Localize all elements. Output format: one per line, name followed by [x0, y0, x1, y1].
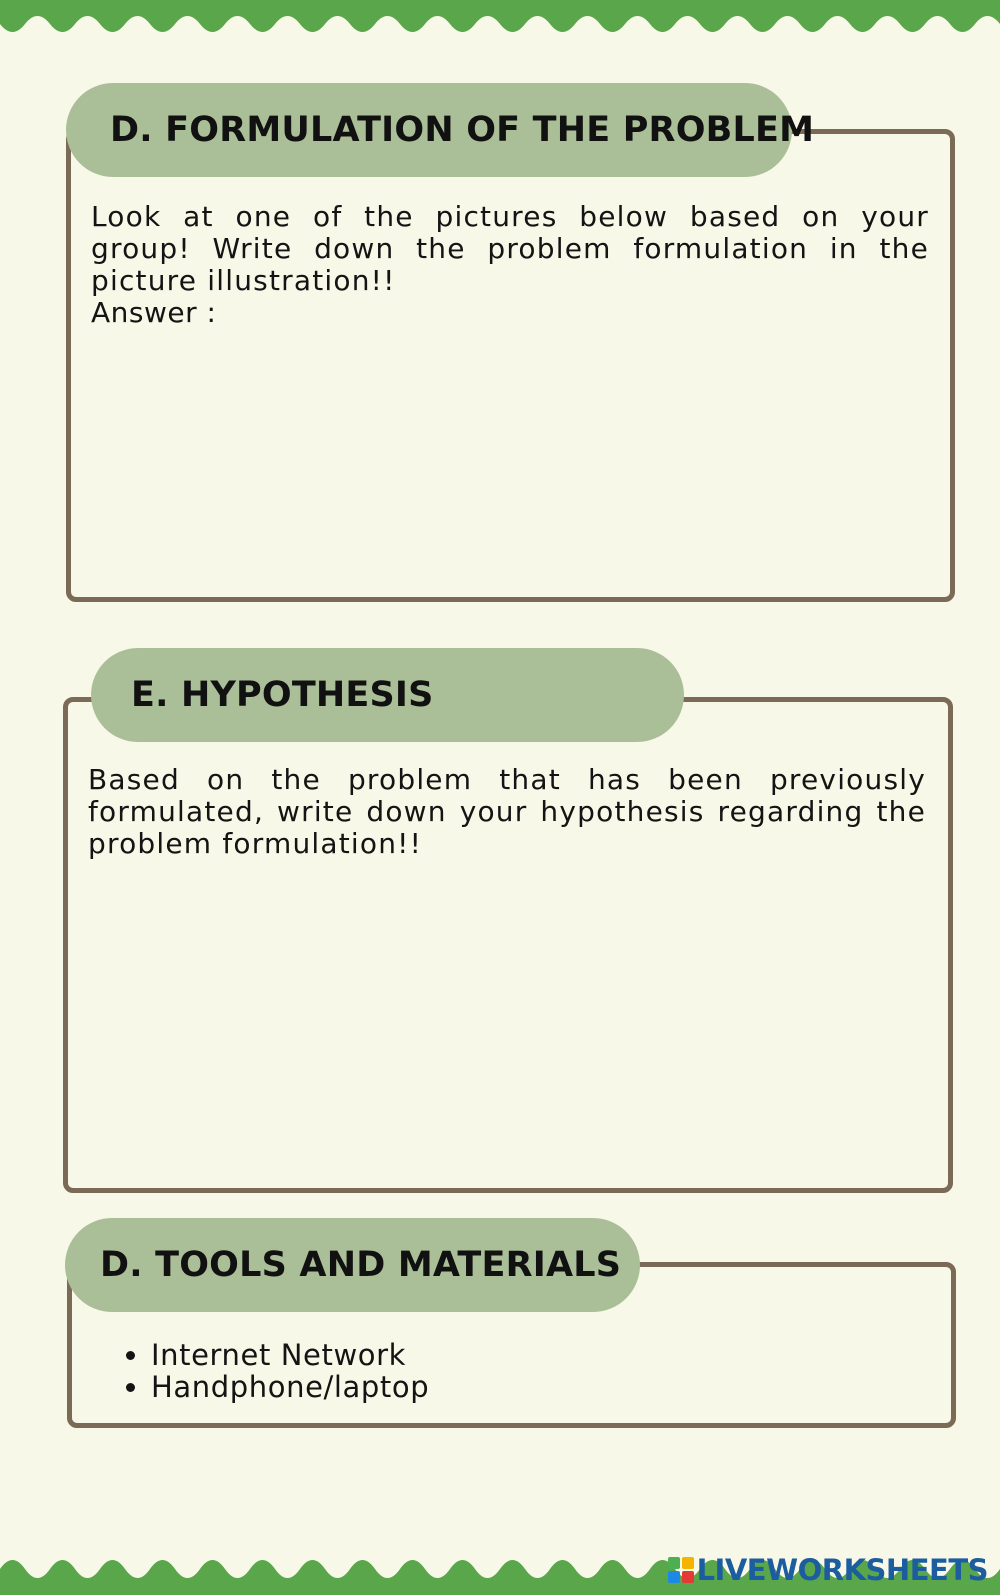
liveworksheets-logo-text: LIVEWORKSHEETS: [696, 1553, 988, 1587]
hypothesis-instruction: [88, 764, 926, 860]
liveworksheets-logo-icon: [667, 1556, 695, 1584]
liveworksheets-logo: [667, 1553, 988, 1587]
hypothesis-instruction-text: Based on the problem that has been previously formulated, write down your hypothesis regarding the problem formulation!!: [88, 763, 926, 860]
hypothesis-header-pill: [91, 648, 684, 742]
answer-label: Answer :: [91, 296, 217, 329]
formulation-instruction-text: Look at one of the pictures below based on your group! Write down the problem formulation in the picture illustration!!: [91, 200, 929, 297]
hypothesis-title: E. HYPOTHESIS: [131, 675, 434, 715]
top-wave-border: [0, 0, 1000, 42]
list-item: [122, 1339, 429, 1371]
formulation-instruction: [91, 201, 929, 329]
tools-header-pill: [65, 1218, 640, 1312]
bullet-icon: [126, 1383, 135, 1392]
tools-title: D. TOOLS AND MATERIALS: [100, 1245, 622, 1285]
formulation-title: D. FORMULATION OF THE PROBLEM: [110, 110, 815, 150]
formulation-header-pill: [66, 83, 815, 177]
bullet-icon: [126, 1351, 135, 1360]
tools-list: [122, 1339, 429, 1403]
tool-item-label: Handphone/laptop: [151, 1370, 430, 1404]
list-item: [122, 1371, 429, 1403]
tool-item-label: Internet Network: [151, 1338, 407, 1372]
